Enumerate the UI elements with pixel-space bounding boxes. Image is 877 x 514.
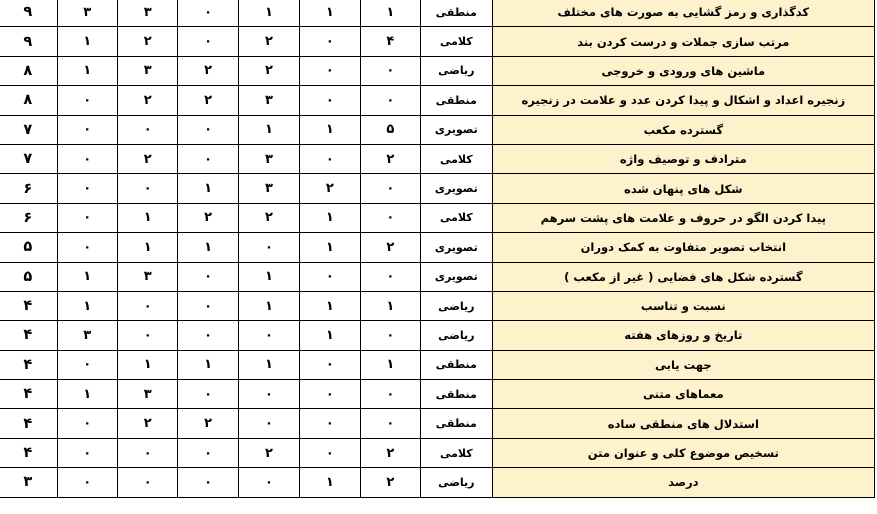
- count-cell: ۰: [238, 321, 299, 350]
- count-cell: ۰: [300, 438, 360, 467]
- table-row: [0, 468, 875, 497]
- category-cell: تصویری: [420, 174, 492, 203]
- total-cell: ۵: [0, 233, 57, 262]
- category-cell: ریاضی: [420, 468, 492, 497]
- count-cell: ۲: [178, 56, 238, 85]
- count-cell: ۳: [238, 174, 299, 203]
- topic-cell: شکل های پنهان شده: [492, 174, 874, 203]
- topic-cell: زنجیره اعداد و اشکال و پیدا کردن عدد و علامت در زنجیره: [492, 86, 874, 115]
- count-cell: ۲: [238, 438, 299, 467]
- count-cell: ۱: [238, 115, 299, 144]
- count-cell: ۱: [300, 468, 360, 497]
- total-cell: ۴: [0, 438, 57, 467]
- category-cell: ریاضی: [420, 56, 492, 85]
- topic-cell: ماشین های ورودی و خروجی: [492, 56, 874, 85]
- count-cell: ۱: [300, 291, 360, 320]
- count-cell: ۱: [57, 291, 117, 320]
- count-cell: ۱: [57, 380, 117, 409]
- table-row: [0, 291, 875, 320]
- count-cell: ۰: [238, 468, 299, 497]
- count-cell: ۰: [178, 380, 238, 409]
- count-cell: ۰: [57, 350, 117, 379]
- count-cell: ۰: [300, 409, 360, 438]
- total-cell: ۴: [0, 409, 57, 438]
- count-cell: ۰: [300, 144, 360, 173]
- count-cell: ۰: [178, 262, 238, 291]
- topic-cell: گسترده شکل های فضایی ( غیر از مکعب ): [492, 262, 874, 291]
- count-cell: ۵: [360, 115, 420, 144]
- total-cell: ۴: [0, 291, 57, 320]
- count-cell: ۲: [178, 86, 238, 115]
- count-cell: ۱: [178, 174, 238, 203]
- count-cell: ۰: [117, 115, 177, 144]
- count-cell: ۰: [178, 144, 238, 173]
- count-cell: ۱: [117, 203, 177, 232]
- total-cell: ۹: [0, 0, 57, 27]
- count-cell: ۰: [117, 438, 177, 467]
- count-cell: ۲: [117, 409, 177, 438]
- topic-cell: استدلال های منطقی ساده: [492, 409, 874, 438]
- topic-cell: معماهای متنی: [492, 380, 874, 409]
- count-cell: ۰: [117, 291, 177, 320]
- count-cell: ۱: [360, 0, 420, 27]
- count-cell: ۰: [57, 115, 117, 144]
- count-cell: ۰: [360, 380, 420, 409]
- table-row: [0, 438, 875, 467]
- count-cell: ۱: [178, 350, 238, 379]
- total-cell: ۴: [0, 321, 57, 350]
- count-cell: ۱: [238, 0, 299, 27]
- count-cell: ۲: [178, 409, 238, 438]
- count-cell: ۱: [117, 350, 177, 379]
- count-cell: ۰: [360, 174, 420, 203]
- count-cell: ۰: [117, 468, 177, 497]
- count-cell: ۲: [360, 438, 420, 467]
- table-row: [0, 409, 875, 438]
- table-row: [0, 203, 875, 232]
- count-cell: ۱: [238, 350, 299, 379]
- count-cell: ۲: [300, 174, 360, 203]
- count-cell: ۰: [57, 438, 117, 467]
- count-cell: ۰: [178, 0, 238, 27]
- count-cell: ۰: [178, 291, 238, 320]
- count-cell: ۲: [238, 56, 299, 85]
- total-cell: ۷: [0, 144, 57, 173]
- category-cell: کلامی: [420, 27, 492, 56]
- category-cell: منطقی: [420, 380, 492, 409]
- table-row: [0, 321, 875, 350]
- count-cell: ۰: [300, 27, 360, 56]
- total-cell: ۶: [0, 174, 57, 203]
- count-cell: ۱: [238, 262, 299, 291]
- count-cell: ۱: [57, 262, 117, 291]
- count-cell: ۰: [57, 203, 117, 232]
- count-cell: ۱: [238, 291, 299, 320]
- count-cell: ۰: [117, 321, 177, 350]
- category-cell: تصویری: [420, 115, 492, 144]
- table-row: [0, 56, 875, 85]
- topic-cell: تاریخ و روزهای هفته: [492, 321, 874, 350]
- count-cell: ۰: [360, 262, 420, 291]
- count-cell: ۱: [57, 56, 117, 85]
- count-cell: ۰: [360, 409, 420, 438]
- count-cell: ۰: [238, 409, 299, 438]
- category-cell: ریاضی: [420, 291, 492, 320]
- topic-cell: نسبت و تناسب: [492, 291, 874, 320]
- total-cell: ۸: [0, 56, 57, 85]
- topic-cell: تسخیص موضوع کلی و عنوان متن: [492, 438, 874, 467]
- category-cell: منطقی: [420, 86, 492, 115]
- topic-cell: مترادف و توصیف واژه: [492, 144, 874, 173]
- total-cell: ۸: [0, 86, 57, 115]
- count-cell: ۳: [117, 0, 177, 27]
- table-row: [0, 0, 875, 27]
- count-cell: ۰: [300, 380, 360, 409]
- count-cell: ۰: [178, 27, 238, 56]
- table-row: [0, 115, 875, 144]
- count-cell: ۱: [300, 0, 360, 27]
- category-cell: تصویری: [420, 262, 492, 291]
- count-cell: ۰: [300, 350, 360, 379]
- count-cell: ۲: [238, 203, 299, 232]
- count-cell: ۰: [360, 56, 420, 85]
- count-cell: ۰: [360, 321, 420, 350]
- topic-cell: کدگذاری و رمز گشایی به صورت های مختلف: [492, 0, 874, 27]
- topic-cell: مرتب سازی جملات و درست کردن بند: [492, 27, 874, 56]
- category-cell: کلامی: [420, 144, 492, 173]
- count-cell: ۱: [57, 27, 117, 56]
- total-cell: ۴: [0, 380, 57, 409]
- count-cell: ۰: [360, 86, 420, 115]
- count-cell: ۰: [300, 56, 360, 85]
- count-cell: ۱: [178, 233, 238, 262]
- count-cell: ۱: [360, 291, 420, 320]
- count-cell: ۰: [178, 321, 238, 350]
- topic-cell: گسترده مکعب: [492, 115, 874, 144]
- count-cell: ۴: [360, 27, 420, 56]
- count-cell: ۲: [178, 203, 238, 232]
- table-row: [0, 86, 875, 115]
- count-cell: ۰: [57, 233, 117, 262]
- category-cell: کلامی: [420, 203, 492, 232]
- total-cell: ۵: [0, 262, 57, 291]
- count-cell: ۳: [117, 380, 177, 409]
- count-cell: ۳: [117, 56, 177, 85]
- category-cell: منطقی: [420, 350, 492, 379]
- count-cell: ۳: [57, 0, 117, 27]
- count-cell: ۲: [117, 144, 177, 173]
- count-cell: ۱: [360, 350, 420, 379]
- count-cell: ۲: [117, 86, 177, 115]
- category-cell: کلامی: [420, 438, 492, 467]
- category-cell: منطقی: [420, 409, 492, 438]
- topic-cell: انتخاب تصویر متفاوت به کمک دوران: [492, 233, 874, 262]
- category-cell: تصویری: [420, 233, 492, 262]
- count-cell: ۰: [300, 86, 360, 115]
- count-cell: ۰: [178, 438, 238, 467]
- count-cell: ۰: [178, 468, 238, 497]
- count-cell: ۳: [117, 262, 177, 291]
- count-cell: ۰: [178, 115, 238, 144]
- count-cell: ۰: [238, 380, 299, 409]
- count-cell: ۳: [238, 144, 299, 173]
- count-cell: ۰: [57, 409, 117, 438]
- topic-cell: جهت یابی: [492, 350, 874, 379]
- count-cell: ۱: [117, 233, 177, 262]
- count-cell: ۲: [360, 468, 420, 497]
- count-cell: ۰: [238, 233, 299, 262]
- count-cell: ۰: [300, 262, 360, 291]
- count-cell: ۰: [57, 86, 117, 115]
- count-cell: ۱: [300, 203, 360, 232]
- table-row: [0, 380, 875, 409]
- table-row: [0, 262, 875, 291]
- count-cell: ۱: [300, 233, 360, 262]
- table-row: [0, 144, 875, 173]
- count-cell: ۱: [300, 321, 360, 350]
- count-cell: ۰: [117, 174, 177, 203]
- category-cell: ریاضی: [420, 321, 492, 350]
- table-row: [0, 233, 875, 262]
- count-cell: ۰: [360, 203, 420, 232]
- total-cell: ۳: [0, 468, 57, 497]
- count-cell: ۳: [57, 321, 117, 350]
- table-row: [0, 27, 875, 56]
- count-cell: ۰: [57, 174, 117, 203]
- table-row: [0, 174, 875, 203]
- total-cell: ۴: [0, 350, 57, 379]
- count-cell: ۰: [57, 468, 117, 497]
- total-cell: ۹: [0, 27, 57, 56]
- count-cell: ۱: [300, 115, 360, 144]
- topic-cell: درصد: [492, 468, 874, 497]
- count-cell: ۲: [238, 27, 299, 56]
- count-cell: ۳: [238, 86, 299, 115]
- total-cell: ۷: [0, 115, 57, 144]
- topic-cell: پیدا کردن الگو در حروف و علامت های پشت سرهم: [492, 203, 874, 232]
- category-cell: منطقی: [420, 0, 492, 27]
- total-cell: ۶: [0, 203, 57, 232]
- table-row: [0, 350, 875, 379]
- count-cell: ۰: [57, 144, 117, 173]
- count-cell: ۲: [360, 144, 420, 173]
- count-cell: ۲: [117, 27, 177, 56]
- count-cell: ۲: [360, 233, 420, 262]
